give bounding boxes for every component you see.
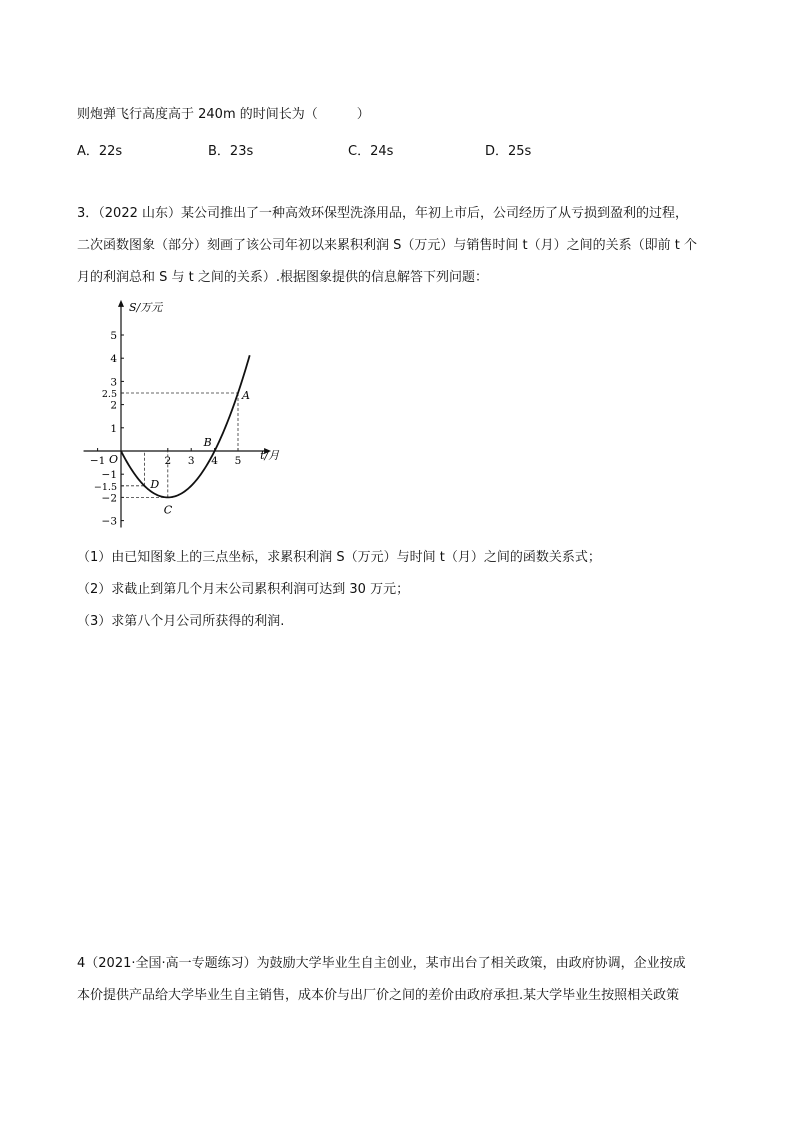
origin-label: O [109, 453, 119, 466]
q3-sub1: （1）由已知图象上的三点坐标，求累积利润 S（万元）与时间 t（月）之间的函数关系式； [77, 550, 601, 565]
y-tick-label: 4 [110, 353, 117, 366]
point-label-A: A [242, 389, 250, 402]
point-label-D: D [150, 477, 160, 491]
x-tick-label: −1 [89, 455, 106, 467]
y-tick-label: −3 [101, 515, 117, 528]
q3-stem-line2: 二次函数图象（部分）刻画了该公司年初以来累积利润 S（万元）与销售时间 t（月）之间的关系（即前 t 个 [77, 238, 697, 253]
point-label-C: C [163, 503, 173, 517]
y-axis-label: S/万元 [129, 300, 163, 314]
x-tick-label: 2 [164, 455, 172, 467]
q2-option-b: B．23s [208, 144, 254, 159]
y-tick-label: 1 [110, 422, 117, 435]
y-tick-label: 3 [110, 376, 117, 389]
q4-stem-line1: 4（2021·全国·高一专题练习）为鼓励大学毕业生自主创业，某市出台了相关政策，由政府协调，企业按成 [77, 956, 686, 971]
y-tick-label: 2.5 [101, 389, 117, 400]
q2-option-c: C．24s [348, 144, 394, 159]
y-tick-label: −1.5 [93, 481, 117, 493]
y-tick-label: −1 [101, 469, 117, 482]
q2-option-a: A．22s [77, 144, 123, 159]
x-axis-label: t/月 [260, 449, 280, 462]
y-axis-arrow [118, 300, 124, 307]
y-tick-label: 2 [110, 399, 117, 412]
y-tick-label: −2 [101, 492, 117, 505]
x-tick-label: 4 [211, 455, 218, 467]
profit-graph [74, 298, 289, 538]
q2-option-d: D．25s [485, 144, 532, 159]
q3-sub2: （2）求截止到第几个月末公司累积利润可达到 30 万元； [77, 582, 410, 597]
profit-curve [121, 355, 250, 497]
q3-stem-line3: 月的利润总和 S 与 t 之间的关系）.根据图象提供的信息解答下列问题： [77, 270, 489, 285]
q3-stem-line1: 3．（2022 山东）某公司推出了一种高效环保型洗涤用品，年初上市后，公司经历了从亏损到盈利的过程， [77, 206, 688, 221]
q2-stem: 则炮弹飞行高度高于 240m 的时间长为（ ） [77, 107, 370, 122]
x-tick-label: 5 [234, 455, 242, 467]
point-label-B: B [203, 436, 212, 449]
q4-stem-line2: 本价提供产品给大学毕业生自主销售，成本价与出厂价之间的差价由政府承担.某大学毕业生按照相关政策 [77, 988, 680, 1003]
q3-sub3: （3）求第八个月公司所获得的利润. [77, 614, 285, 629]
y-tick-label: 5 [110, 330, 117, 342]
x-tick-label: 3 [187, 455, 195, 467]
